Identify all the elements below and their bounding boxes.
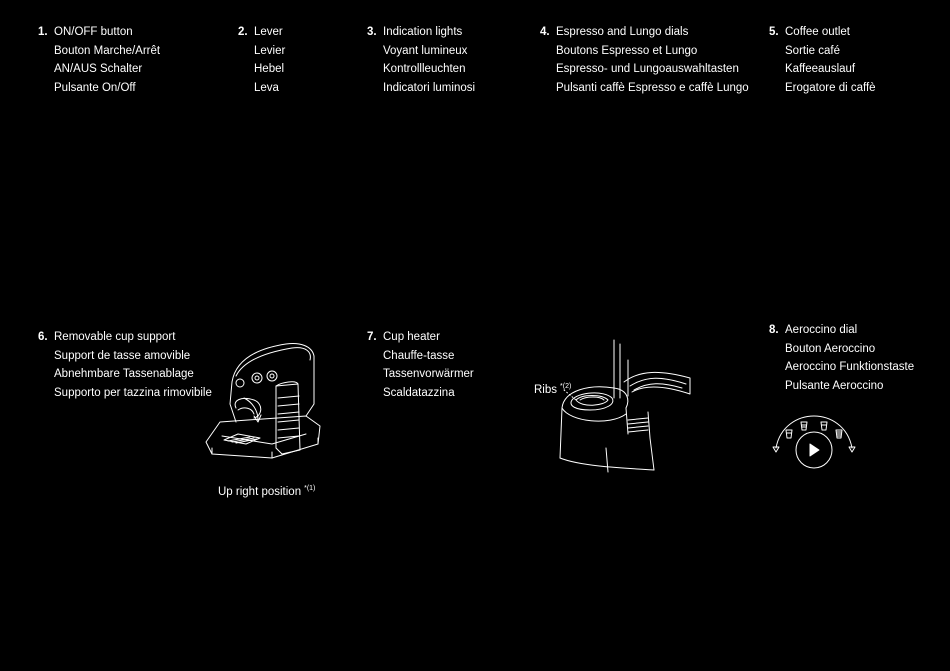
- item-label-de: AN/AUS Schalter: [54, 63, 143, 76]
- item-label-en: Espresso and Lungo dials: [556, 26, 689, 38]
- item-label-en: Removable cup support: [54, 331, 176, 343]
- item-1: [38, 23, 161, 97]
- item-label-en: Lever: [254, 26, 283, 38]
- item-label-de: Aeroccino Funktionstaste: [785, 361, 915, 374]
- item-label-it: Pulsanti caffè Espresso e caffè Lungo: [556, 81, 749, 94]
- upright-caption-text: Up right position: [218, 486, 302, 498]
- item-label-en: Aeroccino dial: [785, 324, 858, 336]
- aeroccino-dial-drawing: [770, 412, 860, 472]
- item-label-en: ON/OFF button: [54, 26, 133, 38]
- item-label-it: Pulsante On/Off: [54, 81, 136, 94]
- item-number: 2.: [238, 26, 248, 38]
- ribs-caption: [534, 383, 571, 396]
- item-label-de: Abnehmbare Tassenablage: [54, 368, 194, 381]
- item-label-en: Cup heater: [383, 331, 440, 343]
- item-number: 7.: [367, 331, 377, 343]
- item-label-de: Kontrollleuchten: [383, 63, 466, 76]
- item-3: [367, 23, 476, 97]
- item-label-de: Espresso- und Lungoauswahltasten: [556, 63, 739, 76]
- item-label-fr: Boutons Espresso et Lungo: [556, 44, 698, 57]
- upright-caption: [218, 485, 315, 498]
- item-number: 5.: [769, 26, 779, 38]
- item-label-en: Indication lights: [383, 26, 463, 38]
- item-label-de: Kaffeeauslauf: [785, 63, 856, 76]
- item-7: [367, 328, 474, 402]
- upright-footnote: *(1): [304, 485, 316, 492]
- cup-heater-ribs-drawing: [550, 338, 700, 473]
- item-label-it: Indicatori luminosi: [383, 81, 476, 94]
- item-5: [769, 23, 876, 97]
- item-number: 4.: [540, 26, 550, 38]
- item-6: [38, 328, 212, 402]
- item-label-de: Hebel: [254, 63, 285, 76]
- item-label-fr: Bouton Aeroccino: [785, 342, 876, 355]
- item-2: [238, 23, 286, 97]
- item-number: 1.: [38, 26, 48, 38]
- ribs-footnote: *(2): [560, 383, 572, 390]
- item-label-it: Erogatore di caffè: [785, 81, 876, 94]
- item-label-en: Coffee outlet: [785, 26, 851, 38]
- item-label-it: Leva: [254, 81, 279, 94]
- item-label-fr: Voyant lumineux: [383, 44, 468, 57]
- item-label-fr: Chauffe-tasse: [383, 349, 455, 362]
- item-label-fr: Levier: [254, 44, 286, 57]
- item-number: 6.: [38, 331, 48, 343]
- item-number: 8.: [769, 324, 779, 336]
- item-label-fr: Support de tasse amovible: [54, 349, 191, 362]
- coffee-machine-upright-drawing: [202, 340, 332, 480]
- ribs-caption-text: Ribs: [534, 384, 558, 396]
- item-label-de: Tassenvorwärmer: [383, 368, 474, 381]
- item-label-it: Pulsante Aeroccino: [785, 379, 884, 392]
- item-number: 3.: [367, 26, 377, 38]
- item-label-it: Scaldatazzina: [383, 386, 455, 399]
- item-label-fr: Sortie café: [785, 44, 840, 57]
- item-label-fr: Bouton Marche/Arrêt: [54, 44, 161, 57]
- item-8: [769, 321, 915, 395]
- item-4: [540, 23, 749, 97]
- item-label-it: Supporto per tazzina rimovibile: [54, 386, 212, 399]
